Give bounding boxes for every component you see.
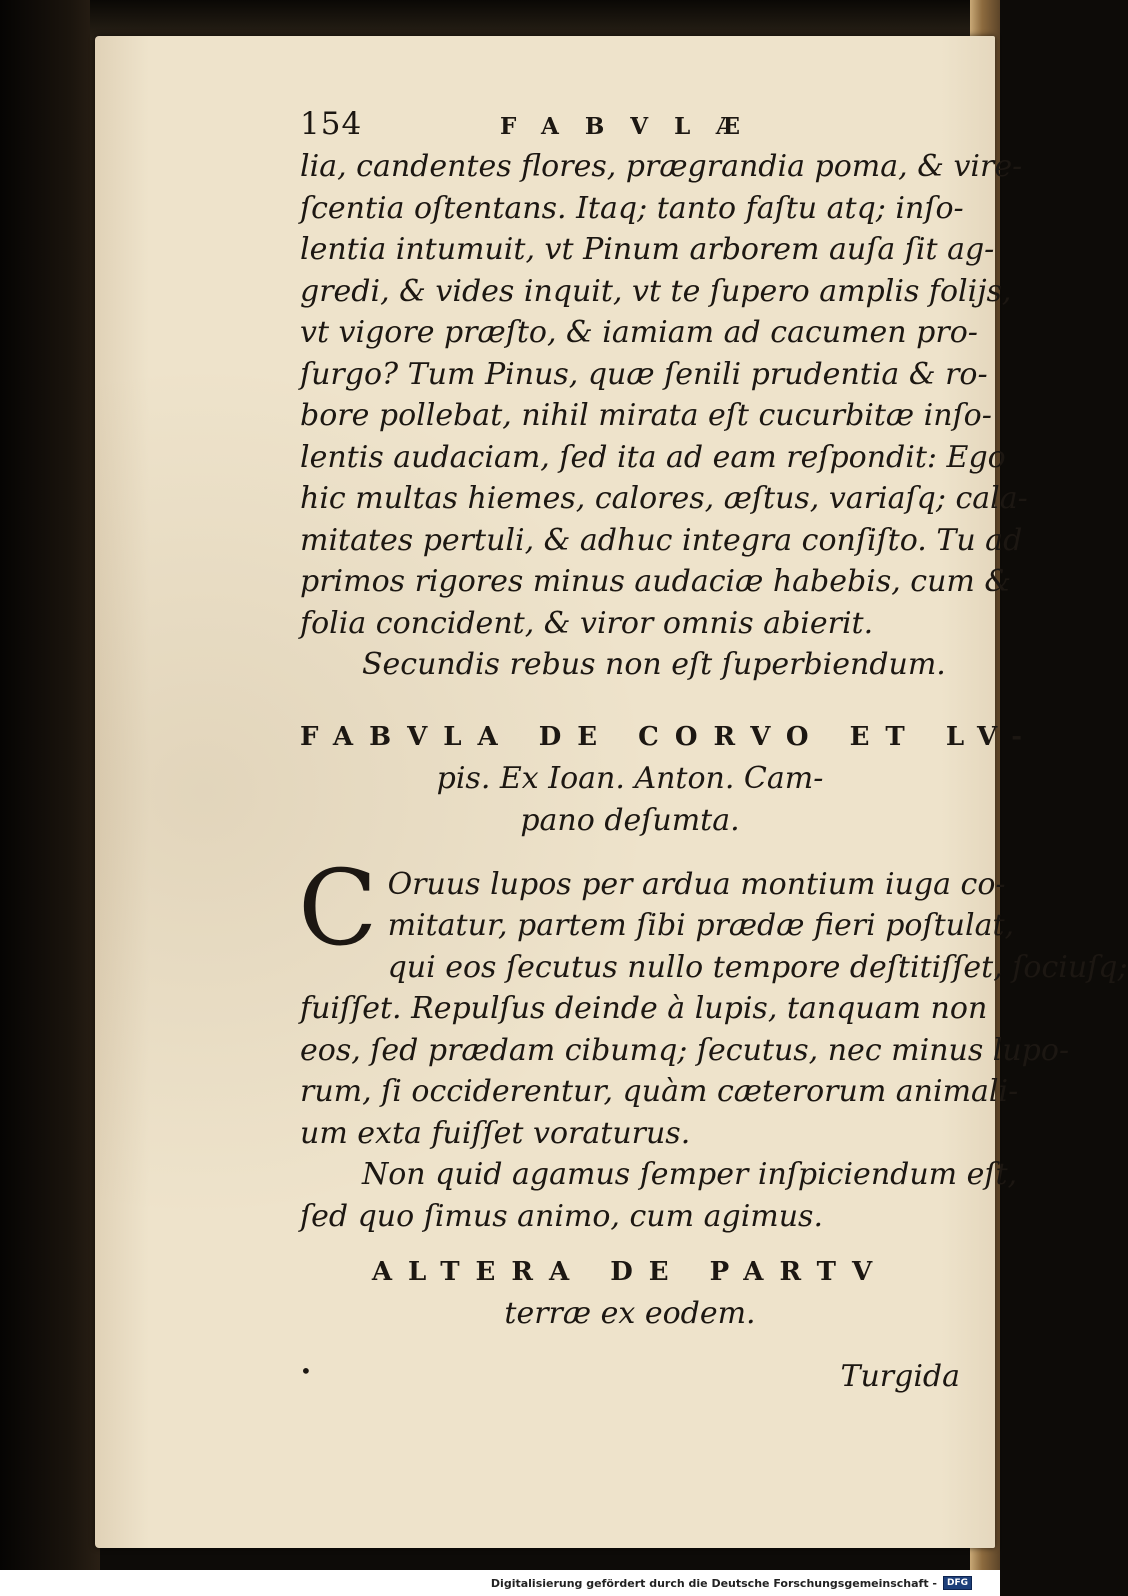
fable-moral-continued: ſed quo ſimus animo, cum agimus. bbox=[300, 1198, 823, 1234]
book-spine-shadow bbox=[0, 0, 100, 1570]
digitization-footer bbox=[0, 1570, 1000, 1596]
fable-title-line3: pano deſumta. bbox=[520, 802, 740, 838]
drop-capital: C bbox=[298, 846, 378, 969]
text-line: fuiſſet. Repulſus deinde à lupis, tanquam non bbox=[300, 991, 988, 1026]
fable-title-line2: pis. Ex Ioan. Anton. Cam- bbox=[436, 760, 824, 796]
fable-corvus-body bbox=[298, 846, 1128, 1155]
text-line: ſcentia oſtentans. Itaq; tanto faſtu atq; inſo- bbox=[300, 190, 964, 226]
book-top-shadow bbox=[90, 0, 1000, 40]
fable-moral: Secundis rebus non eſt ſuperbiendum. bbox=[362, 647, 946, 682]
text-line: lentia intumuit, vt Pinum arborem auſa ſit ag- bbox=[300, 232, 995, 267]
fable-moral: Non quid agamus ſemper inſpiciendum eſt, bbox=[362, 1157, 1018, 1192]
fable-heading-corvus bbox=[300, 716, 1039, 842]
fable-title-line2: terræ ex eodem. bbox=[504, 1296, 756, 1331]
text-line: mitatur, partem ſibi prædæ fieri poſtulat, bbox=[387, 908, 1015, 943]
book-page bbox=[95, 36, 1128, 1548]
dfg-logo: DFG bbox=[943, 1576, 972, 1590]
text-line: gredi, & vides inquit, vt te ſupero amplis folijs, bbox=[300, 273, 1012, 309]
text-line: qui eos ſecutus nullo tempore deſtitiſſet, ſociuſq; bbox=[387, 949, 1128, 985]
text-line: primos rigores minus audaciæ habebis, cum & bbox=[300, 564, 1012, 599]
text-line: lia, candentes flores, prægrandia poma, & vire- bbox=[300, 149, 1023, 184]
bullet-mark: • bbox=[300, 1359, 312, 1383]
running-head bbox=[300, 106, 960, 146]
text-line: Oruus lupos per ardua montium iuga co- bbox=[387, 866, 1006, 902]
catchword-line bbox=[300, 1359, 960, 1394]
text-line: lentis audaciam, ſed ita ad eam reſpondit: Ego bbox=[300, 439, 1006, 475]
text-line: mitates pertuli, & adhuc integra conſiſto. Tu ad bbox=[300, 522, 1023, 558]
text-line: ſurgo? Tum Pinus, quæ ſenili prudentia & ro- bbox=[300, 356, 988, 392]
text-line: bore pollebat, nihil mirata eſt cucurbitæ inſo- bbox=[300, 398, 992, 433]
page-text bbox=[298, 106, 1128, 1394]
fable-heading-partus bbox=[300, 1251, 960, 1335]
text-line: vt vigore præſto, & iamiam ad cacumen pro- bbox=[300, 315, 978, 350]
footer-credit: Digitalisierung gefördert durch die Deutsche Forschungsgemeinschaft - bbox=[490, 1576, 937, 1590]
text-line: um exta fuiſſet voraturus. bbox=[300, 1115, 691, 1151]
text-line: hic multas hiemes, calores, æſtus, variaſq; cala- bbox=[300, 481, 1028, 516]
text-line: folia concident, & viror omnis abierit. bbox=[300, 605, 874, 641]
text-line: eos, ſed prædam cibumq; ſecutus, nec minus lupo- bbox=[300, 1032, 1070, 1068]
fable-title: FABVLA DE CORVO ET LV- bbox=[300, 721, 1039, 752]
page-number: 154 bbox=[300, 106, 363, 142]
running-title: FABVLÆ bbox=[500, 113, 767, 140]
fable-title: ALTERA DE PARTV bbox=[371, 1257, 889, 1287]
text-line: rum, ſi occiderentur, quàm cæterorum animali- bbox=[300, 1074, 1019, 1109]
fable-continued-body bbox=[300, 146, 1028, 644]
catchword: Turgida bbox=[840, 1359, 960, 1394]
